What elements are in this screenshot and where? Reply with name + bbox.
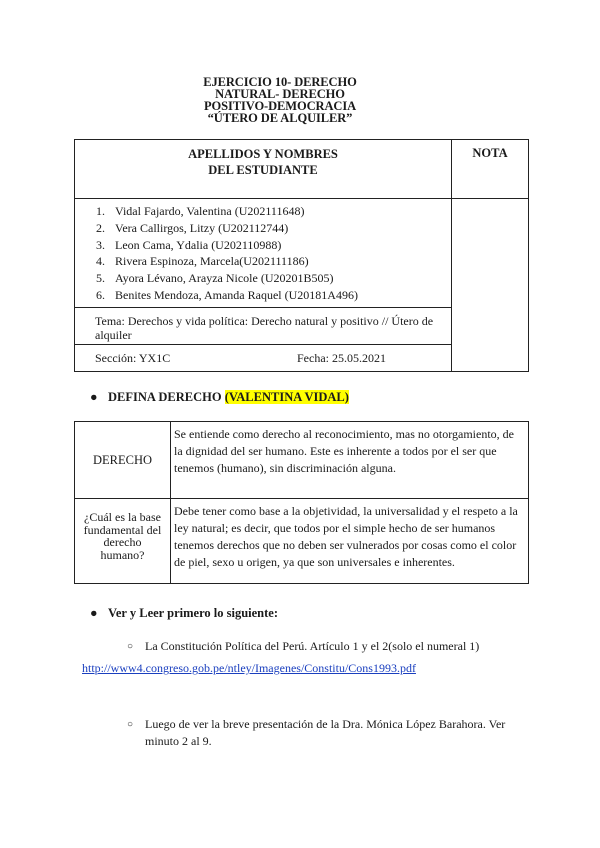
list-item-text: Luego de ver la breve presentación de la Dra. Mónica López Barahora. Ver minuto 2 al 9. [145,717,506,748]
list-item-constitucion [127,638,527,655]
student-name: Vera Callirgos, Litzy (U202112744) [115,220,289,235]
student-number: 1. [96,204,105,218]
student-item [75,253,451,270]
student-item [75,203,451,220]
student-number: 3. [96,237,105,252]
student-item [75,220,451,237]
student-name: Rivera Espinoza, Marcela(U202111186) [115,254,309,269]
section-label: DEFINA DERECHO [108,390,225,404]
definition-table [74,421,529,584]
derecho-label-cell [75,422,171,499]
question-answer-cell [171,499,529,584]
student-item [75,237,451,254]
section-label: Ver y Leer primero lo siguiente: [108,606,278,620]
title-line-4: “ÚTERO DE ALQUILER” [207,111,353,125]
seccion-cell [75,345,452,372]
derecho-definition-cell [171,422,529,499]
student-list [75,199,451,304]
student-name: Leon Cama, Ydalia (U202110988) [115,237,282,252]
students-table [74,139,529,372]
highlighted-author: (VALENTINA VIDAL) [224,390,349,404]
student-number: 5. [96,271,105,286]
document-title [130,76,430,124]
title-line-3: POSITIVO-DEMOCRACIA [203,99,357,113]
header-name-line-2: DEL ESTUDIANTE [208,163,318,177]
student-item [75,287,451,304]
question-label: ¿Cuál es la base fundamental del derecho humano? [83,510,162,562]
header-name-line-1: APELLIDOS Y NOMBRES [188,147,338,161]
section-defina-derecho [90,390,390,406]
list-item-text: La Constitución Política del Perú. Artículo 1 y el 2(solo el numeral 1) [145,639,480,653]
student-item [75,270,451,287]
derecho-label: DERECHO [92,452,153,467]
bullet-icon: ● [90,606,98,620]
student-number: 6. [96,287,105,302]
header-nota [452,140,529,199]
constitution-link[interactable]: http://www4.congreso.gob.pe/ntley/Imagenes/Constitu/Cons1993.pdf [82,661,416,675]
seccion-text: Sección: YX1C [95,351,171,365]
circle-bullet-icon: ○ [127,719,134,730]
question-answer: Debe tener como base a la objetividad, la universalidad y el respeto a la ley natural; es decir, que todos por el simple hecho de ser humanos tenemos derechos que no deben ser vulnerados por cosas como el color de piel, sexo u origen, ya que son universales e inherentes. [174,504,518,569]
section-ver-y-leer [90,606,390,622]
circle-bullet-icon: ○ [127,641,134,652]
student-list-cell [75,199,452,308]
student-number: 2. [96,220,105,235]
question-label-cell [75,499,171,584]
nota-value-cell [452,199,529,372]
tema-text: Tema: Derechos y vida política: Derecho natural y positivo // Útero de alquiler [95,314,434,342]
bullet-icon: ● [90,390,98,404]
student-name: Vidal Fajardo, Valentina (U202111648) [115,204,305,218]
student-number: 4. [96,254,105,269]
student-name: Ayora Lévano, Arayza Nicole (U20201B505) [115,271,334,286]
list-item-video [127,716,527,750]
tema-cell [75,308,452,345]
title-line-2: NATURAL- DERECHO [215,87,345,101]
fecha-text: Fecha: 25.05.2021 [297,351,386,365]
header-student-names [75,140,452,199]
header-nota-label: NOTA [472,146,508,160]
derecho-definition: Se entiende como derecho al reconocimiento, mas no otorgamiento, de la dignidad del ser humano. Este es inherente a todos por el ser que tenemos (humano), sin discriminación alguna. [174,427,515,475]
student-name: Benites Mendoza, Amanda Raquel (U20181A496) [115,287,358,302]
title-line-1: EJERCICIO 10- DERECHO [203,75,357,89]
